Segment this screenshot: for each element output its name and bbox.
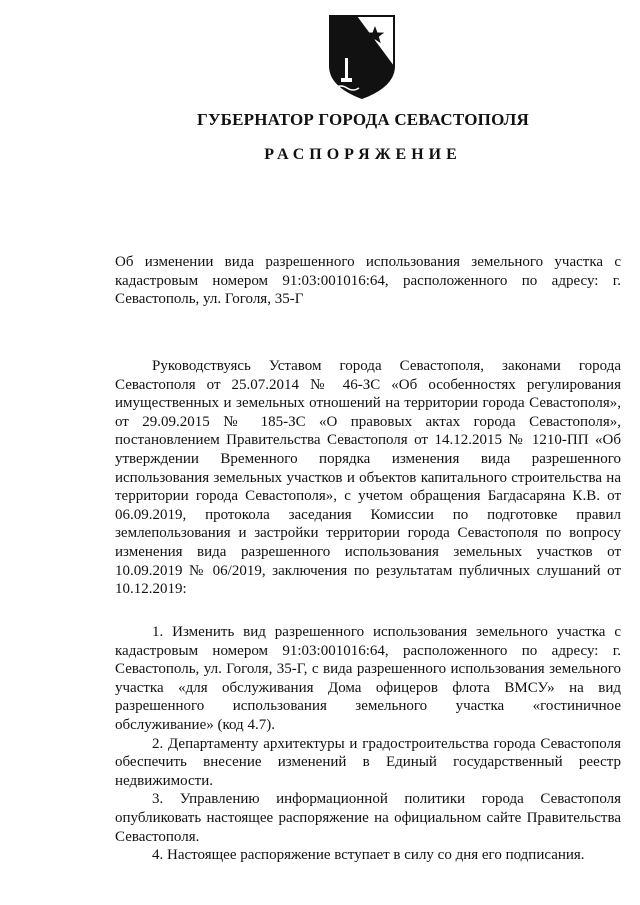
- issuer-title: ГУБЕРНАТОР ГОРОДА СЕВАСТОПОЛЯ: [196, 110, 529, 129]
- document-type: РАСПОРЯЖЕНИЕ: [264, 146, 462, 163]
- order-item-1: 1. Изменить вид разрешенного использования земельного участка с кадастровым номером 91:03:001016:64, расположенного по адресу: г. Севастополь, ул. Гоголя, 35-Г, с вида разрешенного использования земельного участка «для обслуживания Дома офицеров флота ВМСУ» на вид разрешенного использования земельного участка «гостиничное обслуживание» (код 4.7).: [115, 624, 621, 733]
- order-item-3: 3. Управлению информационной политики города Севастополя опубликовать настоящее распоряжение на официальном сайте Правительства Севастополя.: [115, 791, 621, 845]
- subject-paragraph: [115, 253, 621, 309]
- preamble-text: Руководствуясь Уставом города Севастополя, законами города Севастополя от 25.07.2014 № 46-ЗС «Об особенностях регулирования имущественных и земельных отношений на территории города Севастополя», от 29.09.2015 № 185-ЗС «О правовых актах города Севастополя», постановлением Правительства Севастополя от 14.12.2015 № 1210-ПП «Об утверждении Временного порядка изменения вида разрешенного использования земельных участков и объектов капитального строительства на территории города Севастополя», с учетом обращения Багдасаряна К.В. от 06.09.2019, протокола заседания Комиссии по подготовке правил землепользования и застройки территории города Севастополя по вопросу изменения вида разрешенного использования земельных участков от 10.09.2019 № 06/2019, заключения по результатам публичных слушаний от 10.12.2019:: [115, 358, 621, 598]
- order-item-4: 4. Настоящее распоряжение вступает в силу со дня его подписания.: [152, 847, 585, 864]
- order-item-2: 2. Департаменту архитектуры и градостроительства города Севастополя обеспечить внесение изменений в Единый государственный реестр недвижимости.: [115, 735, 621, 789]
- sevastopol-coat-of-arms-icon: [327, 14, 397, 100]
- subject-text: Об изменении вида разрешенного использования земельного участка с кадастровым номером 91:03:001016:64, расположенного по адресу: г. Севастополь, ул. Гоголя, 35-Г: [115, 254, 621, 308]
- preamble-paragraph: [115, 357, 621, 599]
- orders-list: [115, 623, 621, 865]
